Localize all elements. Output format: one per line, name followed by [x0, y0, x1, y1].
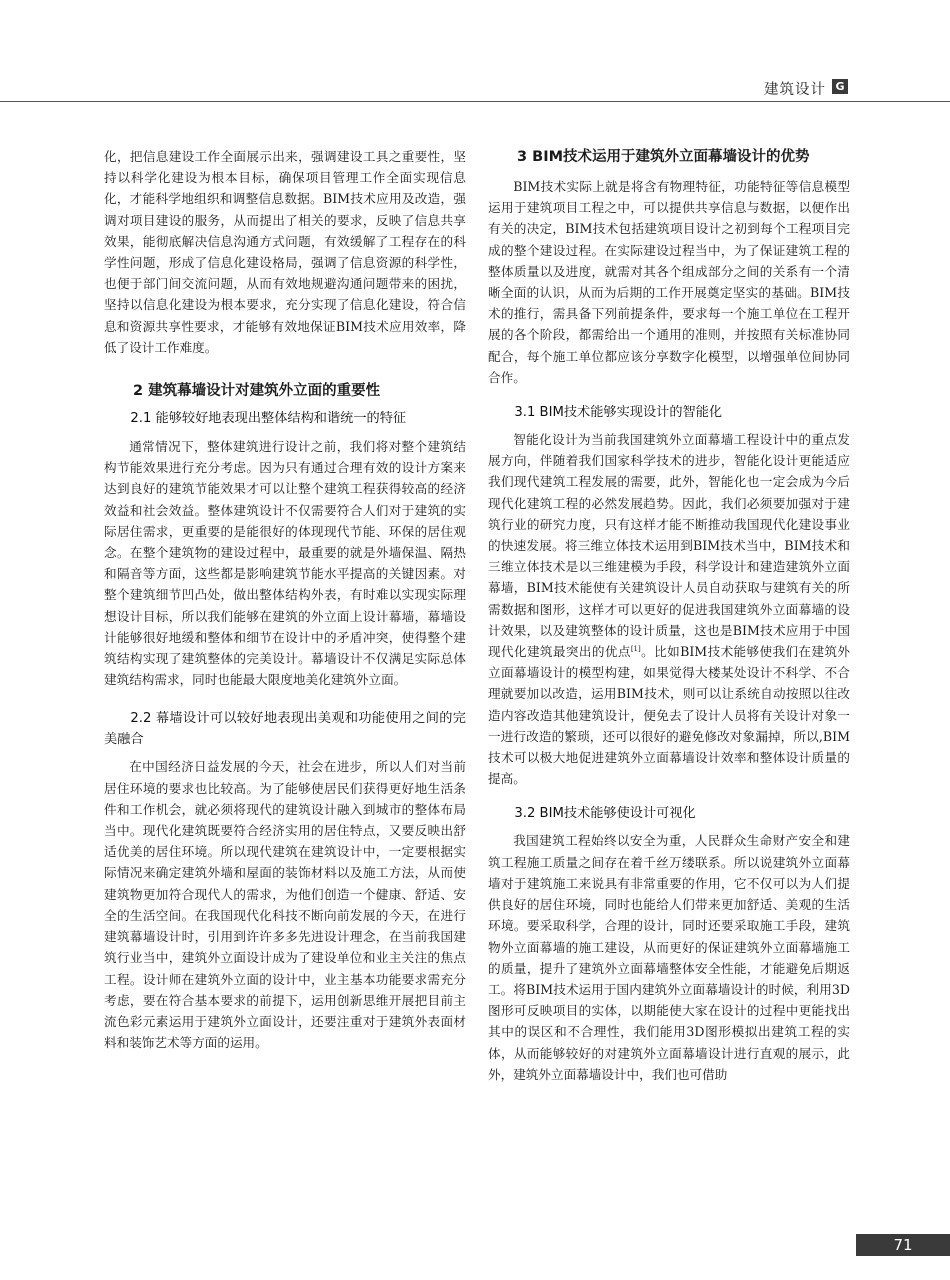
intro-paragraph: 化，把信息建设工作全面展示出来，强调建设工具之重要性，坚持以科学化建设为根本目标，确保项目管理工作全面实现信息化，才能科学地组织和调整信息数据。BIM技术应用及改造，强调对项目建设的服务，从而提出了相关的要求，反映了信息共享效果，能彻底解决信息沟通方式问题，有效缓解了工程存在的科学性问题，形成了信息化建设格局，强调了信息资源的科学性，也便于部门间交流问题，从而有效地规避沟通问题带来的困扰，坚持以信息化建设为根本要求，充分实现了信息化建设，符合信息和资源共享性要求，才能够有效地保证BIM技术应用效率，降低了设计工作难度。 [104, 149, 466, 355]
page-number: 71 [856, 1234, 950, 1256]
journal-logo-icon: G [832, 79, 848, 94]
header-divider [0, 101, 950, 102]
subsection-3-1-text-b: 。比如BIM技术能够使我们在建筑外立面幕墙设计的模型构建，如果觉得大楼某处设计不科学、不合理就要加以改造，运用BIM技术，则可以让系统自动按照以往改造内容改造其他建筑设计，便免去了设计人员将有关设计对象一一进行改造的繁琐，还可以很好的避免修改对象漏掉，所以,BIM技术可以极大地促进建筑外立面幕墙设计效率和整体设计质量的提高。 [488, 644, 851, 787]
citation-ref-1[interactable]: [1] [630, 644, 641, 653]
subsection-3-2-heading: 3.2 BIM技术能够使设计可视化 [514, 806, 696, 822]
subsection-3-1-text-a: 智能化设计为当前我国建筑外立面幕墙工程设计中的重点发展方向，伴随着我们国家科学技术的进步，智能化设计更能适应我们现代建筑工程发展的需要，此外，智能化也一定会成为今后现代化建筑工程的必然发展趋势。因此，我们必须要加强对于建筑行业的研究力度，只有这样才能不断推动我国现代化建设事业的快速发展。将三维立体技术运用到BIM技术当中，BIM技术和三维立体技术是以三维建模为手段，科学设计和建造建筑外立面幕墙，BIM技术能使有关建筑设计人员自动获取与建筑有关的所需数据和图形，这样才可以更好的促进我国建筑外立面幕墙的设计效果，以及建筑整体的设计质量，这也是BIM技术应用于中国现代化建筑最突出的优点 [488, 432, 850, 660]
subsection-2-2-paragraph: 在中国经济日益发展的今天，社会在进步，所以人们对当前居住环境的要求也比较高。为了能够使居民们获得更好地生活条件和工作机会，就必须将现代的建筑设计融入到城市的整体布局当中。现代化建筑既要符合经济实用的居住特点，又要反映出舒适优美的居住环境。所以现代建筑在建筑设计中，一定要根据实际情况来确定建筑外墙和屋面的装饰材料以及施工方法，从而使建筑物更加符合现代人的需求，为他们创造一个健康、舒适、安全的生活空间。在我国现代化科技不断向前发展的今天，在进行建筑幕墙设计时，引用到许许多多先进设计理念，在当前我国建筑行业当中，建筑外立面设计成为了建设单位和业主关注的焦点工程。设计师在建筑外立面的设计中，业主基本功能要求需充分考虑，要在符合基本要求的前提下，运用创新思维开展把目前主流色彩元素运用于建筑外立面设计，还要注重对于建筑外表面材料和装饰艺术等方面的运用。 [104, 759, 466, 1051]
subsection-3-2-paragraph: 我国建筑工程始终以安全为重，人民群众生命财产安全和建筑工程施工质量之间存在着千丝万缕联系。所以说建筑外立面幕墙对于建筑施工来说具有非常重要的作用，它不仅可以为人们提供良好的居住环境，同时也能给人们带来更加舒适、美观的生活环境。要采取科学，合理的设计，同时还要采取施工手段，建筑物外立面幕墙的施工建设，从而更好的保证建筑外立面幕墙施工的质量，提升了建筑外立面幕墙整体安全性能，才能避免后期返工。将BIM技术运用于国内建筑外立面幕墙设计的时候，利用3D图形可反映项目的实体，以期能使大家在设计的过程中更能找出其中的误区和不合理性，我们能用3D图形模拟出建筑工程的实体，从而能够较好的对建筑外立面幕墙设计进行直观的展示，此外，建筑外立面幕墙设计中，我们也可借助 [488, 833, 850, 1082]
subsection-3-1-paragraph [488, 429, 850, 789]
subsection-2-1-paragraph: 通常情况下，整体建筑进行设计之前，我们将对整个建筑结构节能效果进行充分考虑。因为只有通过合理有效的设计方案来达到良好的建筑节能效果才可以让整个建筑工程获得较高的经济效益和社会效益。整体建筑设计不仅需要符合人们对于建筑的实际居住需求，更重要的是能很好的体现现代节能、环保的居住观念。在整个建筑物的建设过程中，最重要的就是外墙保温、隔热和隔音等方面，这些都是影响建筑节能水平提高的关键因素。对整个建筑细节凹凸处，做出整体结构外表，有时难以实现实际理想设计目标，所以我们能够在建筑的外立面上设计幕墙，幕墙设计能够很好地缓和整体和细节在设计中的矛盾冲突，使得整个建筑结构实现了建筑整体的完美设计。幕墙设计不仅满足实际总体建筑结构需求，同时也能最大限度地美化建筑外立面。 [104, 439, 466, 688]
section-3-paragraph: BIM技术实际上就是将含有物理特征，功能特征等信息模型运用于建筑项目工程之中，可以提供共享信息与数据，以便作出有关的决定，BIM技术包括建筑项目设计之初到每个工程项目完成的整个建设过程。在实际建设过程当中，为了保证建筑工程的整体质量以及进度，就需对其各个组成部分之间的关系有一个清晰全面的认识，从而为后期的工作开展奠定坚实的基础。BIM技术的推行，需具备下列前提条件，要求每一个施工单位在工程开展的各个阶段，都需给出一个通用的准则，并按照有关标准协同配合，每个施工单位都应该分享数字化模型，以增强单位间协同合作。 [488, 179, 850, 385]
left-column [104, 146, 466, 1053]
subsection-2-1-heading: 2.1 能够较好地表现出整体结构和谐统一的特征 [130, 411, 407, 427]
subsection-3-1-heading: 3.1 BIM技术能够实现设计的智能化 [514, 405, 723, 421]
journal-section-title: 建筑设计 [764, 82, 826, 98]
section-3-heading: 3 BIM技术运用于建筑外立面幕墙设计的优势 [517, 149, 810, 165]
right-column [488, 146, 850, 1085]
section-2-heading: 2 建筑幕墙设计对建筑外立面的重要性 [133, 383, 381, 400]
subsection-2-2-heading: 2.2 幕墙设计可以较好地表现出美观和功能使用之间的完美融合 [104, 711, 466, 748]
